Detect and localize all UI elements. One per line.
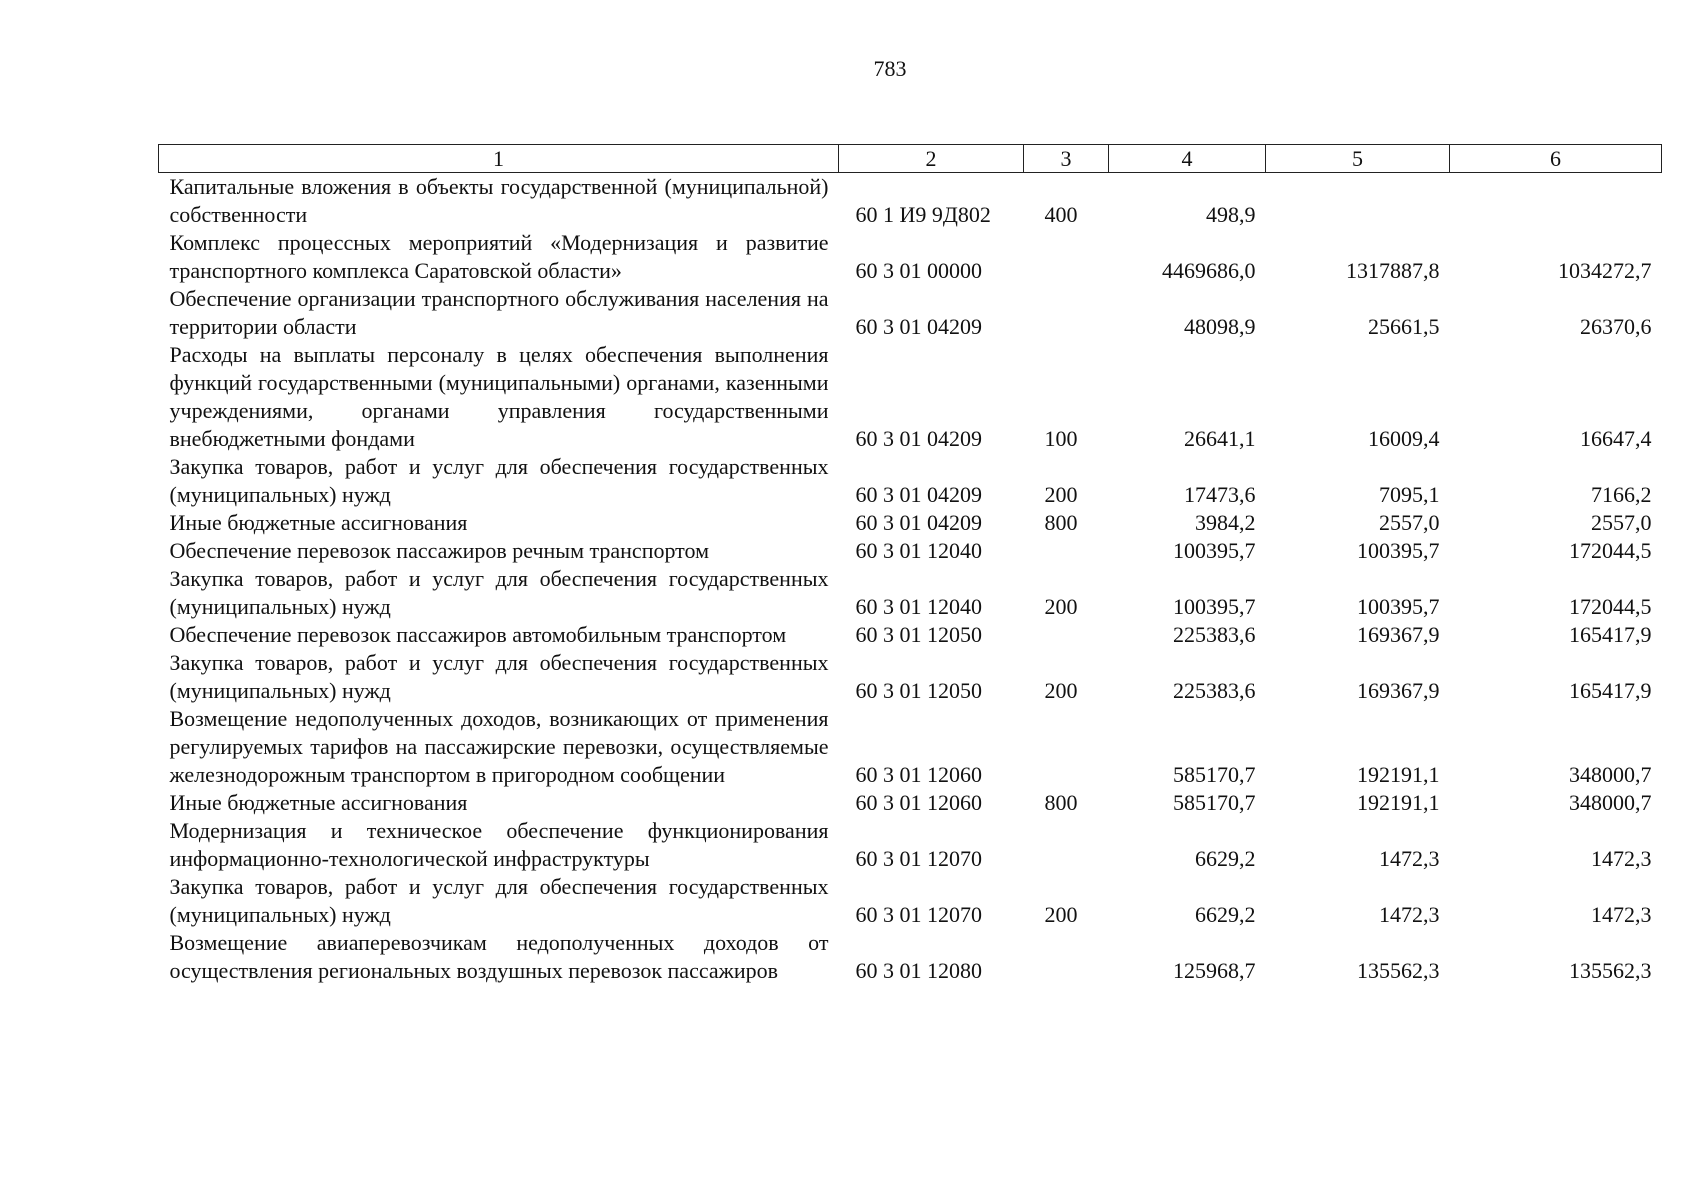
item-name: Иные бюджетные ассигнования bbox=[169, 790, 468, 815]
value-col6: 135562,3 bbox=[1569, 958, 1652, 983]
item-code: 60 3 01 12050 bbox=[855, 622, 982, 647]
value-col6: 172044,5 bbox=[1569, 594, 1652, 619]
table-row bbox=[159, 649, 1662, 705]
item-name: Иные бюджетные ассигнования bbox=[169, 510, 468, 535]
item-name: Расходы на выплаты персоналу в целях обеспечения выполнения функций государственными (муниципальными) органами, казенными учреждениями, органами управления государственными внебюджетными фондами bbox=[169, 342, 829, 451]
table-row bbox=[159, 789, 1662, 817]
value-col6: 1034272,7 bbox=[1558, 258, 1652, 283]
table-row bbox=[159, 565, 1662, 621]
column-header: 6 bbox=[1450, 145, 1662, 173]
table-row bbox=[159, 873, 1662, 929]
value-col6: 16647,4 bbox=[1580, 426, 1652, 451]
value-col5: 169367,9 bbox=[1357, 678, 1440, 703]
value-col6: 1472,3 bbox=[1591, 846, 1652, 871]
value-col6: 348000,7 bbox=[1569, 790, 1652, 815]
item-name: Закупка товаров, работ и услуг для обеспечения государственных (муниципальных) нужд bbox=[169, 874, 829, 927]
table-row bbox=[159, 817, 1662, 873]
page-number: 783 bbox=[873, 56, 907, 81]
value-col5: 1317887,8 bbox=[1346, 258, 1440, 283]
table-header-row bbox=[159, 145, 1662, 173]
value-col6: 1472,3 bbox=[1591, 902, 1652, 927]
item-type: 200 bbox=[1044, 678, 1078, 703]
item-type: 400 bbox=[1044, 202, 1078, 227]
item-name: Капитальные вложения в объекты государственной (муниципальной) собственности bbox=[169, 174, 829, 227]
column-header: 2 bbox=[839, 145, 1024, 173]
table-row bbox=[159, 705, 1662, 789]
value-col6: 2557,0 bbox=[1591, 510, 1652, 535]
value-col4: 125968,7 bbox=[1173, 958, 1256, 983]
item-code: 60 3 01 12060 bbox=[855, 790, 982, 815]
value-col5: 25661,5 bbox=[1368, 314, 1440, 339]
item-name: Комплекс процессных мероприятий «Модернизация и развитие транспортного комплекса Саратовской области» bbox=[169, 230, 829, 283]
table-row bbox=[159, 285, 1662, 341]
value-col5: 169367,9 bbox=[1357, 622, 1440, 647]
budget-table bbox=[158, 144, 1662, 985]
table-row bbox=[159, 929, 1662, 985]
item-type: 200 bbox=[1044, 594, 1078, 619]
value-col6: 26370,6 bbox=[1580, 314, 1652, 339]
item-name: Модернизация и техническое обеспечение функционирования информационно-технологической инфраструктуры bbox=[169, 818, 829, 871]
item-type bbox=[1024, 621, 1109, 649]
value-col6: 348000,7 bbox=[1569, 762, 1652, 787]
value-col5: 7095,1 bbox=[1379, 482, 1440, 507]
value-col6: 7166,2 bbox=[1591, 482, 1652, 507]
table-row bbox=[159, 509, 1662, 537]
value-col5: 16009,4 bbox=[1368, 426, 1440, 451]
table-row bbox=[159, 229, 1662, 285]
item-type: 800 bbox=[1044, 790, 1078, 815]
item-type bbox=[1024, 817, 1109, 873]
table-row bbox=[159, 173, 1662, 230]
item-code: 60 1 И9 9Д802 bbox=[855, 202, 991, 227]
item-type bbox=[1024, 929, 1109, 985]
value-col4: 17473,6 bbox=[1184, 482, 1256, 507]
item-type: 800 bbox=[1044, 510, 1078, 535]
item-name: Закупка товаров, работ и услуг для обеспечения государственных (муниципальных) нужд bbox=[169, 454, 829, 507]
item-type: 200 bbox=[1044, 482, 1078, 507]
value-col4: 100395,7 bbox=[1173, 594, 1256, 619]
value-col4: 26641,1 bbox=[1184, 426, 1256, 451]
table-row bbox=[159, 621, 1662, 649]
table-row bbox=[159, 537, 1662, 565]
item-code: 60 3 01 12070 bbox=[855, 846, 982, 871]
item-code: 60 3 01 12040 bbox=[855, 594, 982, 619]
column-header: 1 bbox=[159, 145, 839, 173]
item-name: Возмещение авиаперевозчикам недополученных доходов от осуществления региональных воздушных перевозок пассажиров bbox=[169, 930, 829, 983]
value-col4: 585170,7 bbox=[1173, 790, 1256, 815]
item-name: Закупка товаров, работ и услуг для обеспечения государственных (муниципальных) нужд bbox=[169, 566, 829, 619]
item-code: 60 3 01 04209 bbox=[855, 482, 982, 507]
value-col5: 2557,0 bbox=[1379, 510, 1440, 535]
item-type: 100 bbox=[1044, 426, 1078, 451]
value-col6: 165417,9 bbox=[1569, 622, 1652, 647]
value-col6: 165417,9 bbox=[1569, 678, 1652, 703]
value-col4: 225383,6 bbox=[1173, 678, 1256, 703]
value-col4: 4469686,0 bbox=[1162, 258, 1256, 283]
item-code: 60 3 01 12040 bbox=[855, 538, 982, 563]
item-type: 200 bbox=[1044, 902, 1078, 927]
table-row bbox=[159, 453, 1662, 509]
column-header: 3 bbox=[1024, 145, 1109, 173]
value-col4: 6629,2 bbox=[1195, 846, 1256, 871]
value-col4: 6629,2 bbox=[1195, 902, 1256, 927]
item-name: Возмещение недополученных доходов, возникающих от применения регулируемых тарифов на пассажирские перевозки, осуществляемые железнодорожным транспортом в пригородном сообщении bbox=[169, 706, 829, 787]
value-col5: 135562,3 bbox=[1357, 958, 1440, 983]
value-col5: 1472,3 bbox=[1379, 846, 1440, 871]
value-col4: 100395,7 bbox=[1173, 538, 1256, 563]
item-code: 60 3 01 12080 bbox=[855, 958, 982, 983]
column-header: 4 bbox=[1109, 145, 1266, 173]
item-code: 60 3 01 12060 bbox=[855, 762, 982, 787]
item-type bbox=[1024, 705, 1109, 789]
value-col5: 192191,1 bbox=[1357, 790, 1440, 815]
item-code: 60 3 01 04209 bbox=[855, 426, 982, 451]
item-type bbox=[1024, 537, 1109, 565]
table-row bbox=[159, 341, 1662, 453]
item-code: 60 3 01 12050 bbox=[855, 678, 982, 703]
item-name: Закупка товаров, работ и услуг для обеспечения государственных (муниципальных) нужд bbox=[169, 650, 829, 703]
item-name: Обеспечение перевозок пассажиров автомобильным транспортом bbox=[169, 622, 787, 647]
item-code: 60 3 01 00000 bbox=[855, 258, 982, 283]
value-col5 bbox=[1266, 173, 1450, 230]
value-col5: 100395,7 bbox=[1357, 594, 1440, 619]
item-code: 60 3 01 12070 bbox=[855, 902, 982, 927]
value-col4: 225383,6 bbox=[1173, 622, 1256, 647]
value-col4: 585170,7 bbox=[1173, 762, 1256, 787]
value-col6: 172044,5 bbox=[1569, 538, 1652, 563]
value-col5: 100395,7 bbox=[1357, 538, 1440, 563]
item-name: Обеспечение перевозок пассажиров речным транспортом bbox=[169, 538, 710, 563]
column-header: 5 bbox=[1266, 145, 1450, 173]
value-col4: 498,9 bbox=[1206, 202, 1256, 227]
item-code: 60 3 01 04209 bbox=[855, 510, 982, 535]
value-col4: 3984,2 bbox=[1195, 510, 1256, 535]
item-name: Обеспечение организации транспортного обслуживания населения на территории области bbox=[169, 286, 829, 339]
item-type bbox=[1024, 229, 1109, 285]
value-col5: 192191,1 bbox=[1357, 762, 1440, 787]
value-col4: 48098,9 bbox=[1184, 314, 1256, 339]
value-col6 bbox=[1450, 173, 1662, 230]
item-code: 60 3 01 04209 bbox=[855, 314, 982, 339]
item-type bbox=[1024, 285, 1109, 341]
value-col5: 1472,3 bbox=[1379, 902, 1440, 927]
